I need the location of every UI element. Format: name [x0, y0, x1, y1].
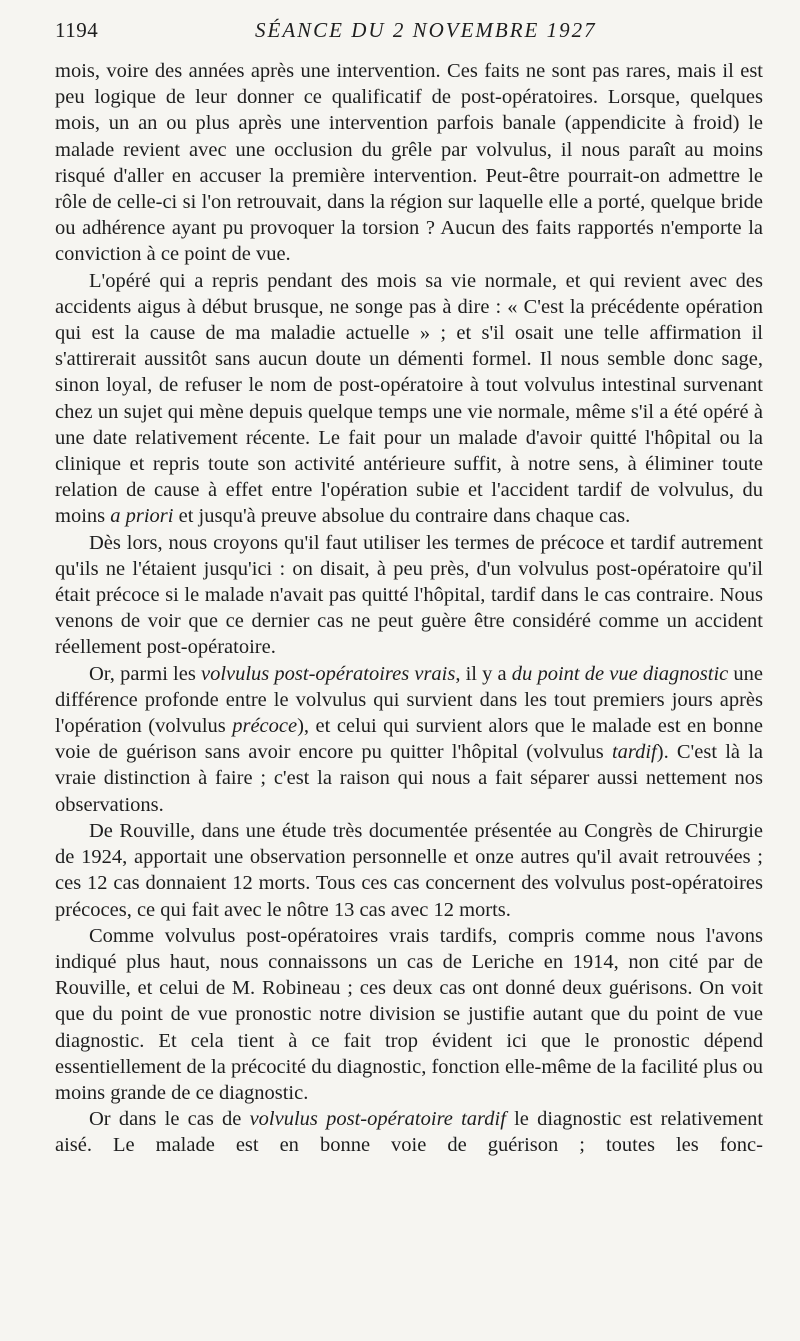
paragraph-3: Dès lors, nous croyons qu'il faut utiliser les termes de précoce et tardif autrement qu'ils ne l'étaient jusqu'ici : on disait, à peu près, d'un volvulus post-opératoire qu'il était précoce si le malade n'avait pas quitté l'hôpital, tardif dans le cas contraire. Nous venons de voir que ce dernier cas ne peut guère être considéré comme un accident réellement post-opératoire. [55, 531, 763, 659]
emphasis-a-priori: a priori [110, 505, 174, 528]
paragraph-7: Or dans le cas de volvulus post-opératoire tardif le diagnostic est relativement aisé. Le malade est en bonne voie de guérison ; toutes les fonc- [55, 1108, 764, 1157]
paragraph-4: Or, parmi les volvulus post-opératoires vrais, il y a du point de vue diagnostic une différence profonde entre le volvulus qui survient dans les tout premiers jours après l'opération (volvulus précoce), et celui qui survient alors que le malade est en bonne voie de guérison sans avoir encore pu quitter l'hôpital (volvulus tardif). C'est là la vraie distinction à faire ; c'est la raison qui nous a fait séparer aussi nettement nos observations. [55, 662, 763, 816]
running-title: SÉANCE DU 2 NOVEMBRE 1927 [255, 18, 597, 42]
emphasis-volvulus-tardif: volvulus post-opératoire tardif [249, 1108, 506, 1131]
page-header [55, 18, 780, 48]
body-text [55, 58, 763, 1159]
paragraph-5: De Rouville, dans une étude très documentée présentée au Congrès de Chirurgie de 1924, apportait une observation personnelle et onze autres qu'il avait retrouvées ; ces 12 cas donnaient 12 morts. Tous ces cas concernent des volvulus post-opératoires précoces, ce qui fait avec le nôtre 13 cas avec 12 morts. [55, 819, 763, 921]
emphasis-precoce: précoce [232, 715, 298, 738]
paragraph-1: mois, voire des années après une intervention. Ces faits ne sont pas rares, mais il est peu logique de leur donner ce qualificatif de post-opératoires. Lorsque, quelques mois, un an ou plus après une intervention parfois banale (appendicite à froid) le malade revient avec une occlusion du grêle par volvulus, il nous paraît au moins risqué d'aller en accuser la première intervention. Peut-être pourrait-on admettre le rôle de celle-ci si l'on retrouvait, dans la région sur laquelle elle a porté, quelque bride ou adhérence ayant pu provoquer la torsion ? Aucun des faits rapportés n'emporte la conviction à ce point de vue. [55, 60, 763, 266]
emphasis-volvulus-vrais: volvulus post-opératoires vrais [200, 662, 456, 685]
page-number: 1194 [55, 18, 99, 42]
emphasis-point-de-vue-diagnostic: du point de vue diagnostic [511, 662, 729, 685]
paragraph-2: L'opéré qui a repris pendant des mois sa vie normale, et qui revient avec des accidents aigus à début brusque, ne songe pas à dire : « C'est la précédente opération qui est la cause de ma maladie actuelle » ; et s'il osait une telle affirmation il s'attirerait aussitôt sans aucun doute un démenti formel. Il nous semble donc sage, sinon loyal, de refuser le nom de post-opératoire à tout volvulus intestinal survenant chez un sujet qui mène depuis quelque temps une vie normale, même s'il a été opéré à une date relativement récente. Le fait pour un malade d'avoir quitté l'hôpital ou la clinique et repris toute son activité antérieure suffit, à notre sens, à éliminer toute relation de cause à effet entre l'opération subie et l'accident tardif de volvulus, du moins a priori et jusqu'à preuve absolue du contraire dans chaque cas. [55, 269, 763, 528]
emphasis-tardif: tardif [611, 741, 657, 764]
paragraph-6: Comme volvulus post-opératoires vrais tardifs, compris comme nous l'avons indiqué plus haut, nous connaissons un cas de Leriche en 1914, non cité par de Rouville, et celui de M. Robineau ; ces deux cas ont donné deux guérisons. On voit que du point de vue pronostic notre division se justifie autant que du point de vue diagnostic. Et cela tient à ce fait trop évident ici que le pronostic dépend essentiellement de la précocité du diagnostic, fonction elle-même de la facilité plus ou moins grande de ce diagnostic. [55, 924, 763, 1104]
